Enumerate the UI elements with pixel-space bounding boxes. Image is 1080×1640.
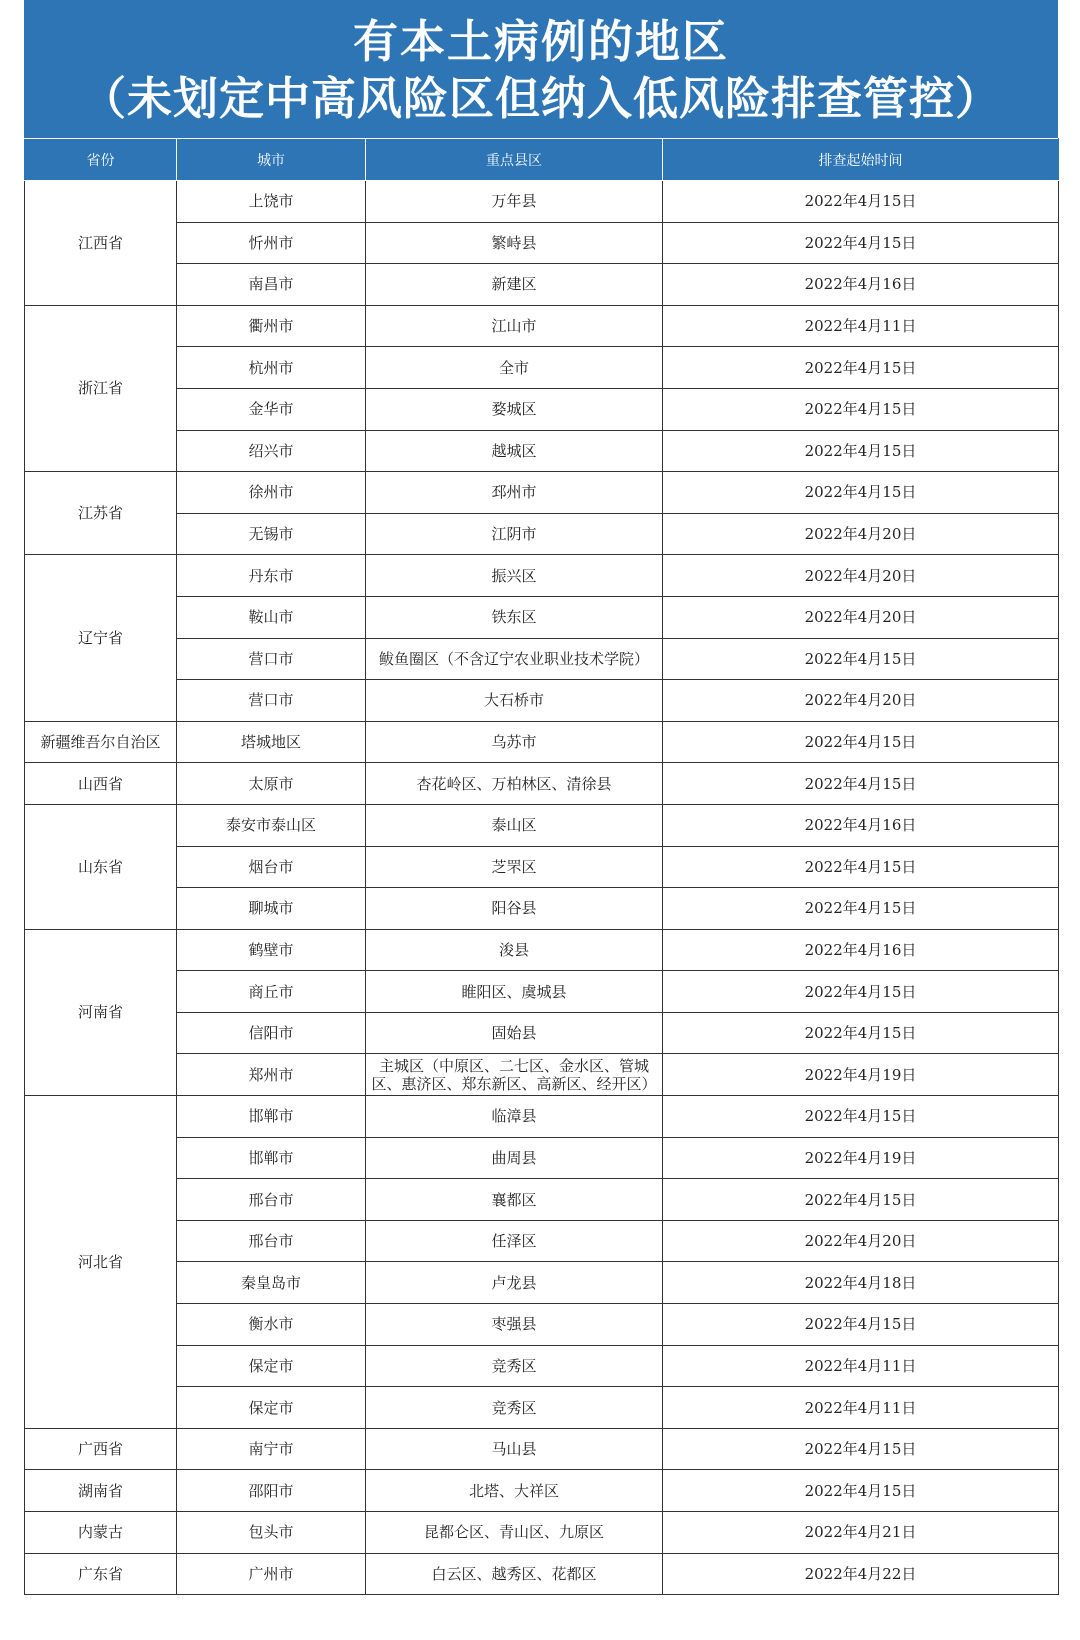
- city-cell: 广州市: [177, 1553, 366, 1595]
- district-cell: 昆都仑区、青山区、九原区: [366, 1512, 663, 1554]
- district-cell: 竞秀区: [366, 1387, 663, 1429]
- date-cell: 2022年4月15日: [663, 1012, 1059, 1054]
- district-cell: 阳谷县: [366, 888, 663, 930]
- date-cell: 2022年4月15日: [663, 1470, 1059, 1512]
- date-cell: 2022年4月15日: [663, 721, 1059, 763]
- table-row: [25, 1345, 1059, 1387]
- district-cell: 主城区（中原区、二七区、金水区、管城区、惠济区、郑东新区、高新区、经开区）: [366, 1054, 663, 1096]
- city-cell: 烟台市: [177, 846, 366, 888]
- province-cell: 江西省: [25, 181, 177, 306]
- page-subtitle: （未划定中高风险区但纳入低风险排查管控）: [80, 72, 1001, 125]
- district-cell: 北塔、大祥区: [366, 1470, 663, 1512]
- city-cell: 塔城地区: [177, 721, 366, 763]
- city-cell: 衡水市: [177, 1304, 366, 1346]
- district-cell: 江阴市: [366, 513, 663, 555]
- date-cell: 2022年4月15日: [663, 1428, 1059, 1470]
- city-cell: 营口市: [177, 638, 366, 680]
- table-header-row: [25, 139, 1059, 181]
- city-cell: 丹东市: [177, 555, 366, 597]
- table-row: [25, 1387, 1059, 1429]
- table-row: [25, 264, 1059, 306]
- city-cell: 金华市: [177, 388, 366, 430]
- table-row: [25, 971, 1059, 1013]
- table-row: [25, 430, 1059, 472]
- district-cell: 竞秀区: [366, 1345, 663, 1387]
- table-row: [25, 347, 1059, 389]
- date-cell: 2022年4月22日: [663, 1553, 1059, 1595]
- page-title: 有本土病例的地区: [352, 15, 729, 68]
- table-row: [25, 222, 1059, 264]
- province-cell: 山西省: [25, 763, 177, 805]
- city-cell: 鹤壁市: [177, 929, 366, 971]
- date-cell: 2022年4月15日: [663, 846, 1059, 888]
- city-cell: 商丘市: [177, 971, 366, 1013]
- city-cell: 泰安市泰山区: [177, 804, 366, 846]
- table-row: [25, 929, 1059, 971]
- district-cell: 万年县: [366, 181, 663, 223]
- header-district: 重点县区: [366, 139, 663, 181]
- header-city: 城市: [177, 139, 366, 181]
- date-cell: 2022年4月16日: [663, 929, 1059, 971]
- city-cell: 鞍山市: [177, 596, 366, 638]
- date-cell: 2022年4月15日: [663, 638, 1059, 680]
- district-cell: 白云区、越秀区、花都区: [366, 1553, 663, 1595]
- date-cell: 2022年4月18日: [663, 1262, 1059, 1304]
- district-cell: 固始县: [366, 1012, 663, 1054]
- district-cell: 大石桥市: [366, 680, 663, 722]
- city-cell: 邵阳市: [177, 1470, 366, 1512]
- table-row: [25, 1262, 1059, 1304]
- table-body: [25, 181, 1059, 1595]
- date-cell: 2022年4月15日: [663, 763, 1059, 805]
- title-banner: [24, 0, 1058, 138]
- district-cell: 睢阳区、虞城县: [366, 971, 663, 1013]
- province-cell: 内蒙古: [25, 1512, 177, 1554]
- district-cell: 邳州市: [366, 472, 663, 514]
- table-row: [25, 1054, 1059, 1096]
- table-row: [25, 763, 1059, 805]
- date-cell: 2022年4月15日: [663, 971, 1059, 1013]
- district-cell: 任泽区: [366, 1220, 663, 1262]
- province-cell: 河北省: [25, 1096, 177, 1429]
- table-row: [25, 1428, 1059, 1470]
- district-cell: 枣强县: [366, 1304, 663, 1346]
- city-cell: 徐州市: [177, 472, 366, 514]
- table-row: [25, 721, 1059, 763]
- province-cell: 广东省: [25, 1553, 177, 1595]
- district-cell: 泰山区: [366, 804, 663, 846]
- table-row: [25, 1137, 1059, 1179]
- district-cell: 江山市: [366, 305, 663, 347]
- table-row: [25, 388, 1059, 430]
- district-cell: 卢龙县: [366, 1262, 663, 1304]
- province-cell: 江苏省: [25, 472, 177, 555]
- table-row: [25, 596, 1059, 638]
- date-cell: 2022年4月11日: [663, 1345, 1059, 1387]
- table-row: [25, 888, 1059, 930]
- date-cell: 2022年4月20日: [663, 1220, 1059, 1262]
- city-cell: 太原市: [177, 763, 366, 805]
- date-cell: 2022年4月20日: [663, 555, 1059, 597]
- risk-area-table: [24, 138, 1059, 1595]
- province-cell: 辽宁省: [25, 555, 177, 721]
- city-cell: 邢台市: [177, 1220, 366, 1262]
- city-cell: 聊城市: [177, 888, 366, 930]
- district-cell: 临漳县: [366, 1096, 663, 1138]
- table-row: [25, 680, 1059, 722]
- city-cell: 无锡市: [177, 513, 366, 555]
- table-row: [25, 555, 1059, 597]
- date-cell: 2022年4月15日: [663, 430, 1059, 472]
- table-row: [25, 638, 1059, 680]
- date-cell: 2022年4月15日: [663, 347, 1059, 389]
- table-row: [25, 1179, 1059, 1221]
- city-cell: 邯郸市: [177, 1137, 366, 1179]
- header-start-date: 排查起始时间: [663, 139, 1059, 181]
- table-row: [25, 1512, 1059, 1554]
- table-row: [25, 1304, 1059, 1346]
- date-cell: 2022年4月15日: [663, 472, 1059, 514]
- risk-area-sheet: [24, 0, 1058, 1595]
- district-cell: 芝罘区: [366, 846, 663, 888]
- city-cell: 南昌市: [177, 264, 366, 306]
- province-cell: 湖南省: [25, 1470, 177, 1512]
- city-cell: 忻州市: [177, 222, 366, 264]
- table-row: [25, 1553, 1059, 1595]
- date-cell: 2022年4月15日: [663, 181, 1059, 223]
- date-cell: 2022年4月21日: [663, 1512, 1059, 1554]
- date-cell: 2022年4月15日: [663, 222, 1059, 264]
- header-province: 省份: [25, 139, 177, 181]
- table-row: [25, 804, 1059, 846]
- city-cell: 衢州市: [177, 305, 366, 347]
- date-cell: 2022年4月11日: [663, 1387, 1059, 1429]
- district-cell: 婺城区: [366, 388, 663, 430]
- table-row: [25, 472, 1059, 514]
- province-cell: 河南省: [25, 929, 177, 1095]
- date-cell: 2022年4月15日: [663, 888, 1059, 930]
- city-cell: 杭州市: [177, 347, 366, 389]
- district-cell: 振兴区: [366, 555, 663, 597]
- district-cell: 马山县: [366, 1428, 663, 1470]
- district-cell: 越城区: [366, 430, 663, 472]
- date-cell: 2022年4月11日: [663, 305, 1059, 347]
- city-cell: 郑州市: [177, 1054, 366, 1096]
- table-row: [25, 513, 1059, 555]
- date-cell: 2022年4月20日: [663, 513, 1059, 555]
- city-cell: 上饶市: [177, 181, 366, 223]
- table-row: [25, 1096, 1059, 1138]
- city-cell: 营口市: [177, 680, 366, 722]
- district-cell: 繁峙县: [366, 222, 663, 264]
- city-cell: 南宁市: [177, 1428, 366, 1470]
- district-cell: 浚县: [366, 929, 663, 971]
- district-cell: 杏花岭区、万柏林区、清徐县: [366, 763, 663, 805]
- district-cell: 新建区: [366, 264, 663, 306]
- table-row: [25, 305, 1059, 347]
- district-cell: 襄都区: [366, 1179, 663, 1221]
- city-cell: 邯郸市: [177, 1096, 366, 1138]
- date-cell: 2022年4月16日: [663, 804, 1059, 846]
- date-cell: 2022年4月19日: [663, 1054, 1059, 1096]
- city-cell: 保定市: [177, 1387, 366, 1429]
- province-cell: 广西省: [25, 1428, 177, 1470]
- province-cell: 山东省: [25, 804, 177, 929]
- city-cell: 包头市: [177, 1512, 366, 1554]
- table-row: [25, 846, 1059, 888]
- date-cell: 2022年4月15日: [663, 1179, 1059, 1221]
- city-cell: 秦皇岛市: [177, 1262, 366, 1304]
- city-cell: 信阳市: [177, 1012, 366, 1054]
- date-cell: 2022年4月19日: [663, 1137, 1059, 1179]
- table-row: [25, 1012, 1059, 1054]
- district-cell: 曲周县: [366, 1137, 663, 1179]
- city-cell: 保定市: [177, 1345, 366, 1387]
- district-cell: 鲅鱼圈区（不含辽宁农业职业技术学院）: [366, 638, 663, 680]
- city-cell: 绍兴市: [177, 430, 366, 472]
- province-cell: 浙江省: [25, 305, 177, 471]
- district-cell: 全市: [366, 347, 663, 389]
- date-cell: 2022年4月20日: [663, 596, 1059, 638]
- city-cell: 邢台市: [177, 1179, 366, 1221]
- district-cell: 铁东区: [366, 596, 663, 638]
- date-cell: 2022年4月15日: [663, 388, 1059, 430]
- table-row: [25, 1220, 1059, 1262]
- date-cell: 2022年4月16日: [663, 264, 1059, 306]
- date-cell: 2022年4月15日: [663, 1304, 1059, 1346]
- table-row: [25, 181, 1059, 223]
- district-cell: 乌苏市: [366, 721, 663, 763]
- date-cell: 2022年4月15日: [663, 1096, 1059, 1138]
- province-cell: 新疆维吾尔自治区: [25, 721, 177, 763]
- table-row: [25, 1470, 1059, 1512]
- date-cell: 2022年4月20日: [663, 680, 1059, 722]
